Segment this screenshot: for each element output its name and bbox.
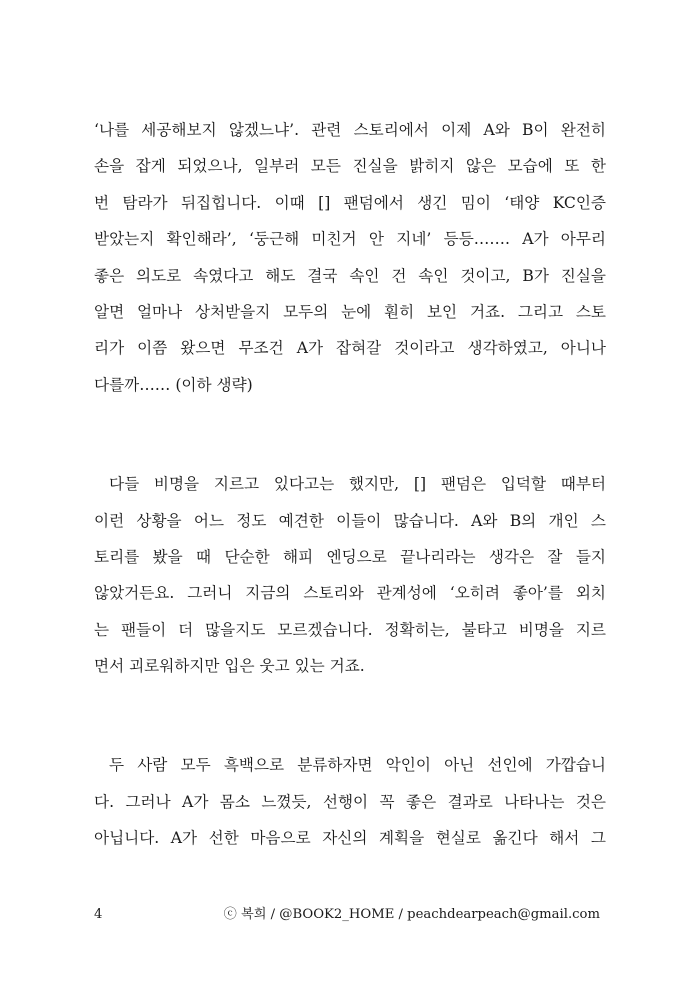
page-footer [94, 904, 600, 926]
text-line: 는 팬들이 더 많을지도 모르겠습니다. 정확히는, 불타고 비명을 지르 [94, 620, 606, 639]
paragraph-3 [94, 747, 606, 856]
page-number: 4 [94, 907, 103, 922]
text-line: 번 탐라가 뒤집힙니다. 이때 [] 팬덤에서 생긴 밈이 ‘태양 KC인증 [94, 193, 606, 212]
text-line: 좋은 의도로 속였다고 해도 결국 속인 건 속인 것이고, B가 진실을 [94, 266, 606, 285]
paragraph-2 [94, 466, 606, 684]
text-line: 알면 얼마나 상처받을지 모두의 눈에 훤히 보인 거죠. 그리고 스토 [94, 302, 606, 321]
text-line: 다. 그러나 A가 몸소 느꼈듯, 선행이 꼭 좋은 결과로 나타나는 것은 [94, 792, 606, 811]
text-line: 이런 상황을 어느 정도 예견한 이들이 많습니다. A와 B의 개인 스 [94, 511, 606, 530]
text-line: 리가 이쯤 왔으면 무조건 A가 잡혀갈 것이라고 생각하였고, 아니나 [94, 339, 606, 358]
text-line: 다들 비명을 지르고 있다고는 했지만, [] 팬덤은 입덕할 때부터 [109, 475, 606, 494]
paragraph-1 [94, 112, 606, 403]
text-line: 손을 잡게 되었으나, 일부러 모든 진실을 밝히지 않은 모습에 또 한 [94, 157, 606, 176]
text-line: 다를까…… (이하 생략) [94, 375, 253, 394]
text-line: 않았거든요. 그러니 지금의 스토리와 관계성에 ‘오히려 좋아’를 외치 [94, 584, 606, 603]
text-line: 아닙니다. A가 선한 마음으로 자신의 계획을 현실로 옮긴다 해서 그 [94, 829, 606, 848]
text-line: 받았는지 확인해라’, ‘둥근해 미친거 안 지네’ 등등……. A가 아무리 [94, 230, 606, 249]
paragraph-gap [94, 403, 606, 466]
paragraph-gap [94, 684, 606, 747]
copyright-credit: ⓒ 복희 / @BOOK2_HOME / peachdearpeach@gmail.com [223, 907, 600, 922]
text-line: ‘나를 세공해보지 않겠느냐’. 관련 스토리에서 이제 A와 B이 완전히 [94, 121, 606, 139]
text-line: 면서 괴로워하지만 입은 웃고 있는 거죠. [94, 657, 365, 676]
text-line: 두 사람 모두 흑백으로 분류하자면 악인이 아닌 선인에 가깝습니 [109, 756, 606, 775]
body-text [94, 112, 606, 857]
text-line: 토리를 봤을 때 단순한 해피 엔딩으로 끝나리라는 생각은 잘 들지 [94, 547, 606, 566]
